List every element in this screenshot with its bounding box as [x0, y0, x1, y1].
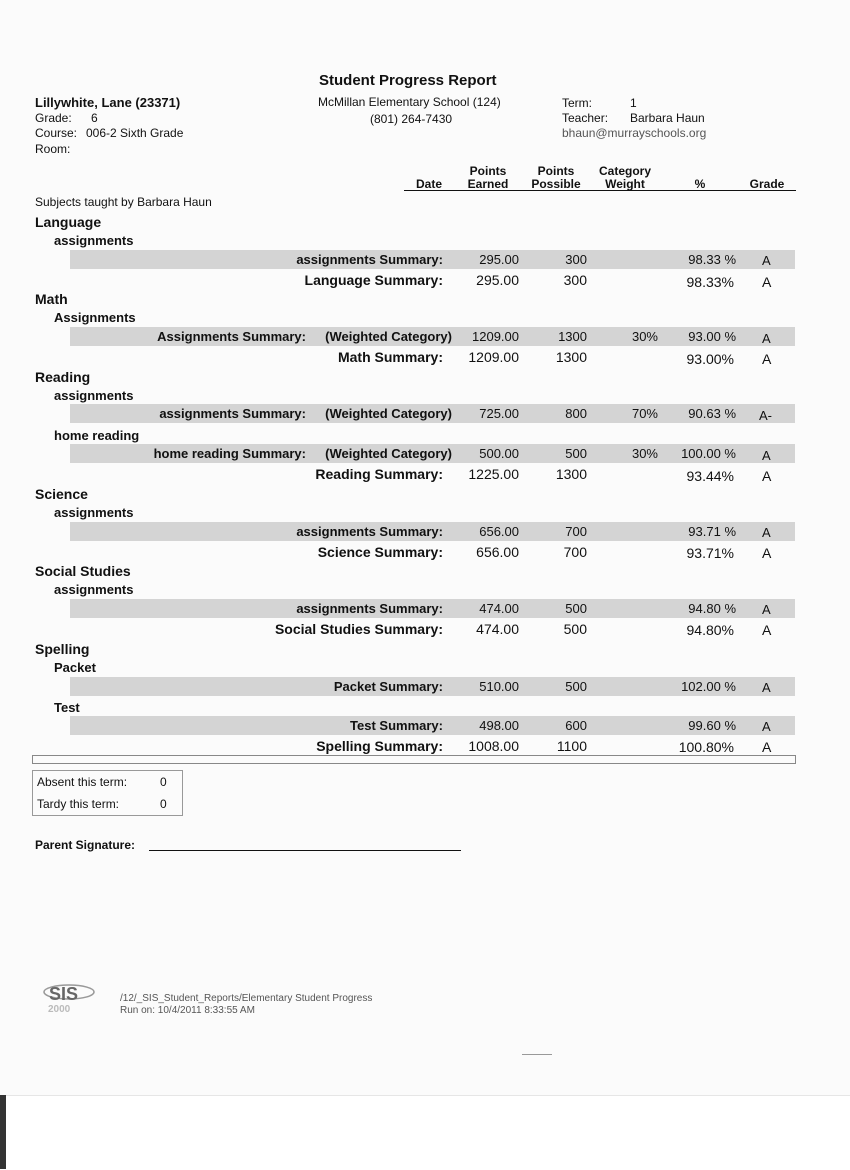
subject-percent: 94.80%: [686, 622, 734, 638]
points-earned: 295.00: [479, 252, 519, 267]
percent-value: 100.00 %: [681, 446, 736, 461]
percent-value: 94.80 %: [688, 601, 736, 616]
points-earned: 498.00: [479, 718, 519, 733]
percent-value: 93.71 %: [688, 524, 736, 539]
tardy-value: 0: [160, 797, 167, 811]
col-points-possible-line2: Possible: [531, 177, 581, 191]
category-weight: 30%: [631, 329, 658, 344]
run-on-timestamp: Run on: 10/4/2011 8:33:55 AM: [120, 1005, 255, 1016]
col-category-weight-line2: Weight: [605, 177, 645, 191]
course-label: Course:: [35, 126, 78, 140]
points-earned: 510.00: [479, 679, 519, 694]
weighted-category-tag: (Weighted Category): [325, 446, 452, 461]
subject-percent: 93.44%: [686, 468, 734, 484]
subject-summary-label: Science Summary:: [317, 544, 443, 560]
scan-mark: [522, 1054, 552, 1055]
col-percent: %: [694, 177, 706, 191]
percent-value: 102.00 %: [681, 679, 736, 694]
category-weight: 70%: [631, 406, 658, 421]
subject-grade: A: [762, 274, 772, 290]
subject-points-possible: 300: [563, 272, 587, 288]
subject-points-possible: 700: [563, 544, 587, 560]
logo-text: SIS: [49, 984, 79, 1004]
subject-social-studies: Social Studies: [35, 563, 131, 579]
report-path: /12/_SIS_Student_Reports/Elementary Student Progress: [120, 993, 373, 1004]
points-possible: 500: [565, 601, 587, 616]
points-earned: 500.00: [479, 446, 519, 461]
grade-letter: A: [762, 525, 771, 540]
subject-summary-label: Language Summary:: [304, 272, 443, 288]
parent-signature-label: Parent Signature:: [35, 838, 136, 852]
col-category-weight-line1: Category: [598, 164, 651, 178]
grade-label: Grade:: [35, 111, 72, 125]
subject-percent: 98.33%: [686, 274, 734, 290]
points-possible: 500: [565, 679, 587, 694]
grade-letter: A: [762, 253, 771, 268]
percent-value: 98.33 %: [688, 252, 736, 267]
subject-points-earned: 656.00: [476, 544, 519, 560]
points-earned: 1209.00: [472, 329, 519, 344]
grade-letter: A-: [759, 408, 772, 423]
percent-value: 90.63 %: [688, 406, 736, 421]
category-weight: 30%: [631, 446, 658, 461]
course-value: 006-2 Sixth Grade: [86, 126, 184, 140]
category-summary-label: assignments Summary:: [296, 524, 443, 539]
subject-language: Language: [35, 214, 102, 230]
points-earned: 725.00: [479, 406, 519, 421]
grade-letter: A: [762, 680, 771, 695]
sis-logo: [42, 978, 98, 1014]
col-grade: Grade: [749, 177, 785, 191]
grade-letter: A: [762, 331, 771, 346]
student-name: Lillywhite, Lane (23371): [35, 95, 181, 110]
points-possible: 600: [565, 718, 587, 733]
subject-summary-label: Spelling Summary:: [316, 738, 443, 754]
category-summary-label: home reading Summary:: [153, 446, 306, 461]
absent-label: Absent this term:: [37, 775, 128, 789]
table-end-bar: [32, 755, 796, 764]
logo-sub: 2000: [48, 1004, 71, 1014]
subject-summary-label: Math Summary:: [337, 349, 443, 365]
scan-bottom-strip: [0, 1095, 850, 1170]
report-title: Student Progress Report: [319, 72, 497, 89]
category-summary-label: Packet Summary:: [333, 679, 443, 694]
col-points-possible: [530, 165, 582, 191]
category-summary-label: assignments Summary:: [159, 406, 306, 421]
subject-percent: 93.00%: [686, 351, 734, 367]
subject-math: Math: [35, 291, 68, 307]
col-points-possible-line1: Points: [537, 164, 575, 178]
category-summary-label: assignments Summary:: [296, 601, 443, 616]
subject-reading: Reading: [35, 369, 91, 385]
subject-grade: A: [762, 622, 772, 638]
category-summary-label: Assignments Summary:: [157, 329, 306, 344]
percent-value: 93.00 %: [688, 329, 736, 344]
points-possible: 800: [565, 406, 587, 421]
absent-value: 0: [160, 775, 167, 789]
header-rule: [404, 190, 796, 191]
grade-value: 6: [91, 111, 98, 125]
col-points-earned-line1: Points: [469, 164, 507, 178]
category-label: assignments: [54, 505, 134, 520]
subject-points-possible: 1100: [556, 738, 587, 754]
subject-points-earned: 1225.00: [468, 466, 519, 482]
term-value: 1: [630, 96, 637, 110]
col-points-earned: [464, 165, 512, 191]
school-name: McMillan Elementary School (124): [318, 95, 501, 109]
col-points-earned-line2: Earned: [467, 177, 509, 191]
teacher-email: bhaun@murrayschools.org: [562, 126, 707, 140]
category-label: assignments: [54, 388, 134, 403]
points-possible: 500: [565, 446, 587, 461]
subject-points-possible: 1300: [555, 349, 587, 365]
subject-points-earned: 1209.00: [468, 349, 519, 365]
subject-summary-label: Reading Summary:: [315, 466, 443, 482]
subject-points-possible: 1300: [555, 466, 587, 482]
subject-grade: A: [762, 468, 772, 484]
category-label: home reading: [54, 428, 140, 443]
subject-science: Science: [35, 486, 88, 502]
subject-points-earned: 1008.00: [468, 738, 519, 754]
subject-points-earned: 295.00: [476, 272, 519, 288]
col-date: Date: [415, 177, 442, 191]
subject-percent: 100.80%: [678, 739, 734, 755]
col-category-weight: [596, 165, 654, 191]
category-label: Packet: [54, 660, 96, 675]
grade-letter: A: [762, 719, 771, 734]
parent-signature-line[interactable]: [149, 850, 461, 851]
subject-grade: A: [762, 545, 772, 561]
term-label: Term:: [562, 96, 592, 110]
attendance-box: [32, 770, 183, 816]
points-possible: 300: [565, 252, 587, 267]
subject-points-earned: 474.00: [476, 621, 519, 637]
grade-letter: A: [762, 602, 771, 617]
teacher-label: Teacher:: [562, 111, 609, 125]
subject-percent: 93.71%: [686, 545, 734, 561]
subject-grade: A: [762, 739, 772, 755]
category-label: assignments: [54, 582, 134, 597]
grade-letter: A: [762, 448, 771, 463]
percent-value: 99.60 %: [688, 718, 736, 733]
tardy-label: Tardy this term:: [37, 797, 120, 811]
scan-left-edge: [0, 1095, 6, 1169]
subject-grade: A: [762, 351, 772, 367]
teacher-value: Barbara Haun: [630, 111, 705, 125]
points-earned: 474.00: [479, 601, 519, 616]
subject-points-possible: 500: [563, 621, 587, 637]
subjects-taught-line: Subjects taught by Barbara Haun: [35, 195, 212, 209]
subject-summary-label: Social Studies Summary:: [274, 621, 443, 637]
points-possible: 700: [565, 524, 587, 539]
room-label: Room:: [35, 142, 71, 156]
category-label: assignments: [54, 233, 134, 248]
school-phone: (801) 264-7430: [370, 112, 453, 126]
weighted-category-tag: (Weighted Category): [325, 329, 452, 344]
points-earned: 656.00: [479, 524, 519, 539]
category-label: Test: [54, 700, 80, 715]
category-summary-label: assignments Summary:: [296, 252, 443, 267]
category-label: Assignments: [54, 310, 136, 325]
subject-spelling: Spelling: [35, 641, 90, 657]
weighted-category-tag: (Weighted Category): [325, 406, 452, 421]
category-summary-label: Test Summary:: [350, 718, 443, 733]
points-possible: 1300: [558, 329, 587, 344]
